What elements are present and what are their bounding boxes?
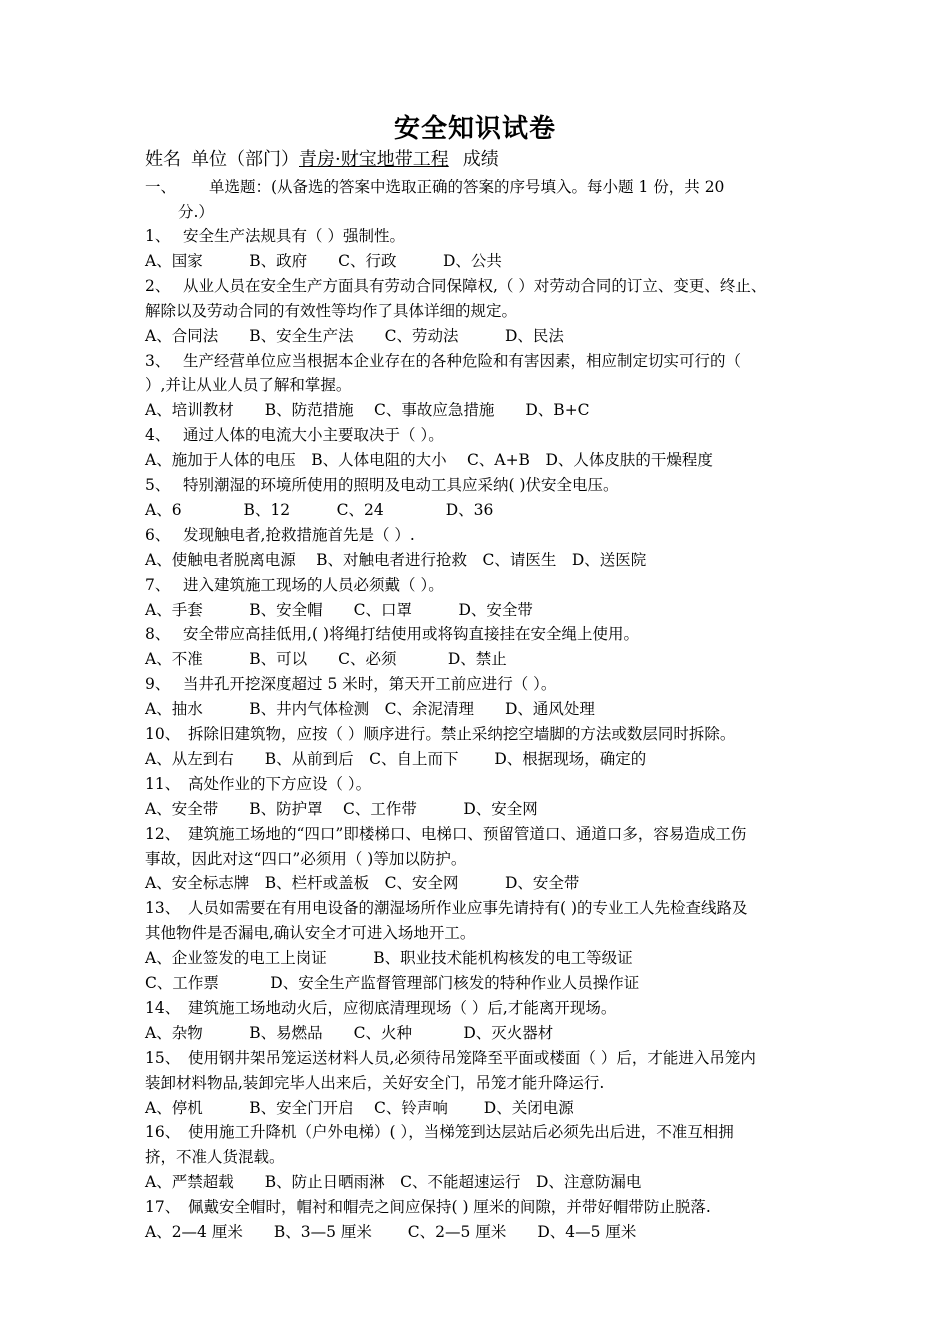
question-line: 13、 人员如需要在有用电设备的潮湿场所作业应事先请持有( )的专业工人先检查线路及 [145,899,748,918]
question-line: A、严禁超载 B、防止日晒雨淋 C、不能超速运行 D、注意防漏电 [145,1173,642,1192]
question-line: A、培训教材 B、防范措施 C、事故应急措施 D、B+C [145,401,590,420]
section-instructions-continued: 分.） [178,203,214,221]
question-line: A、国家 B、政府 C、行政 D、公共 [145,251,502,270]
unit-label: 单位（部门） [191,149,299,170]
question-line: 14、 建筑施工场地动火后，应彻底清理现场（ ）后,才能离开现场。 [145,998,617,1017]
document-title: 安全知识试卷 [393,114,556,144]
question-line: A、安全标志牌 B、栏杆或盖板 C、安全网 D、安全带 [145,874,580,893]
question-line: 2、 从业人员在安全生产方面具有劳动合同保障权,（ ）对劳动合同的订立、变更、终止、 [145,276,767,295]
question-line: A、企业签发的电工上岗证 B、职业技术能机构核发的电工等级证 [145,949,633,968]
question-line: A、2—4 厘米 B、3—5 厘米 C、2—5 厘米 D、4—5 厘米 [145,1223,637,1241]
question-line: 其他物件是否漏电,确认安全才可进入场地开工。 [145,924,476,943]
question-line: 8、 安全带应高挂低用,( )将绳打结使用或将钩直接挂在安全绳上使用。 [145,625,639,644]
question-line: 3、 生产经营单位应当根据本企业存在的各种危险和有害因素，相应制定切实可行的（ [145,351,742,370]
question-line: 挤，不准人货混载。 [145,1148,285,1167]
question-line: 11、 高处作业的下方应设（ ）。 [145,774,372,793]
question-line: A、从左到右 B、从前到后 C、自上而下 D、根据现场，确定的 [145,749,647,768]
question-line: 15、 使用钢井架吊笼运送材料人员,必须待吊笼降至平面或楼面（ ）后，才能进入吊笼内 [145,1048,756,1067]
name-label: 姓名 [145,149,181,170]
question-line: 9、 当井孔开挖深度超过 5 米时，第天开工前应进行（ ）。 [145,675,557,694]
question-line: A、安全带 B、防护罩 C、工作带 D、安全网 [145,799,538,818]
question-line: A、6 B、12 C、24 D、36 [145,500,494,519]
question-line: A、杂物 B、易燃品 C、火种 D、灭火器材 [145,1023,554,1042]
question-line: 10、 拆除旧建筑物，应按（ ）顺序进行。禁止采纳挖空墙脚的方法或数层同时拆除。 [145,725,736,743]
question-line: 6、 发现触电者,抢救措施首先是（ ）. [145,525,415,544]
exam-header [145,150,835,170]
section-heading [145,177,835,197]
score-label: 成绩 [462,149,499,170]
question-line: A、不准 B、可以 C、必须 D、禁止 [145,650,507,669]
question-line: ）,并让从业人员了解和掌握。 [145,376,352,395]
question-line: 16、 使用施工升降机（户外电梯）( ），当梯笼到达层站后必须先出后进，不准互相拥 [145,1123,734,1142]
question-line: 12、 建筑施工场地的“四口”即楼梯口、电梯口、预留管道口、通道口多，容易造成工伤 [145,824,747,843]
question-line: 5、 特别潮湿的环境所使用的照明及电动工具应采纳( )伏安全电压。 [145,476,619,494]
question-line: A、使触电者脱离电源 B、对触电者进行抢救 C、请医生 D、送医院 [145,550,647,569]
question-line: 7、 进入建筑施工现场的人员必须戴（ ）。 [145,575,444,594]
question-line: A、施加于人体的电压 B、人体电阻的大小 C、A+B D、人体皮肤的干燥程度 [145,451,713,470]
section-number: 一、 [145,178,177,196]
question-line: A、合同法 B、安全生产法 C、劳动法 D、民法 [145,326,564,345]
question-line: 装卸材料物品,装卸完毕人出来后，关好安全门，吊笼才能升降运行. [145,1073,605,1092]
question-line: C、工作票 D、安全生产监督管理部门核发的特种作业人员操作证 [145,974,640,992]
question-line: 4、 通过人体的电流大小主要取决于（ ）。 [145,426,444,445]
question-line: 解除以及劳动合同的有效性等均作了具体详细的规定。 [145,301,518,320]
question-line: A、手套 B、安全帽 C、口罩 D、安全带 [145,600,533,619]
question-line: A、停机 B、安全门开启 C、铃声响 D、关闭电源 [145,1098,574,1117]
question-line: A、抽水 B、井内气体检测 C、余泥清理 D、通风处理 [145,700,595,719]
question-line: 17、 佩戴安全帽时，帽衬和帽壳之间应保持( ) 厘米的间隙，并带好帽带防止脱落. [145,1198,711,1217]
unit-value: 青房·财宝地带工程 [299,149,449,170]
question-line: 事故，因此对这“四口”必须用（ )等加以防护。 [145,849,467,868]
question-line: 1、 安全生产法规具有（ ）强制性。 [145,227,405,245]
section-instructions: 单选题：(从备选的答案中选取正确的答案的序号填入。每小题 1 份，共 20 [209,178,725,196]
